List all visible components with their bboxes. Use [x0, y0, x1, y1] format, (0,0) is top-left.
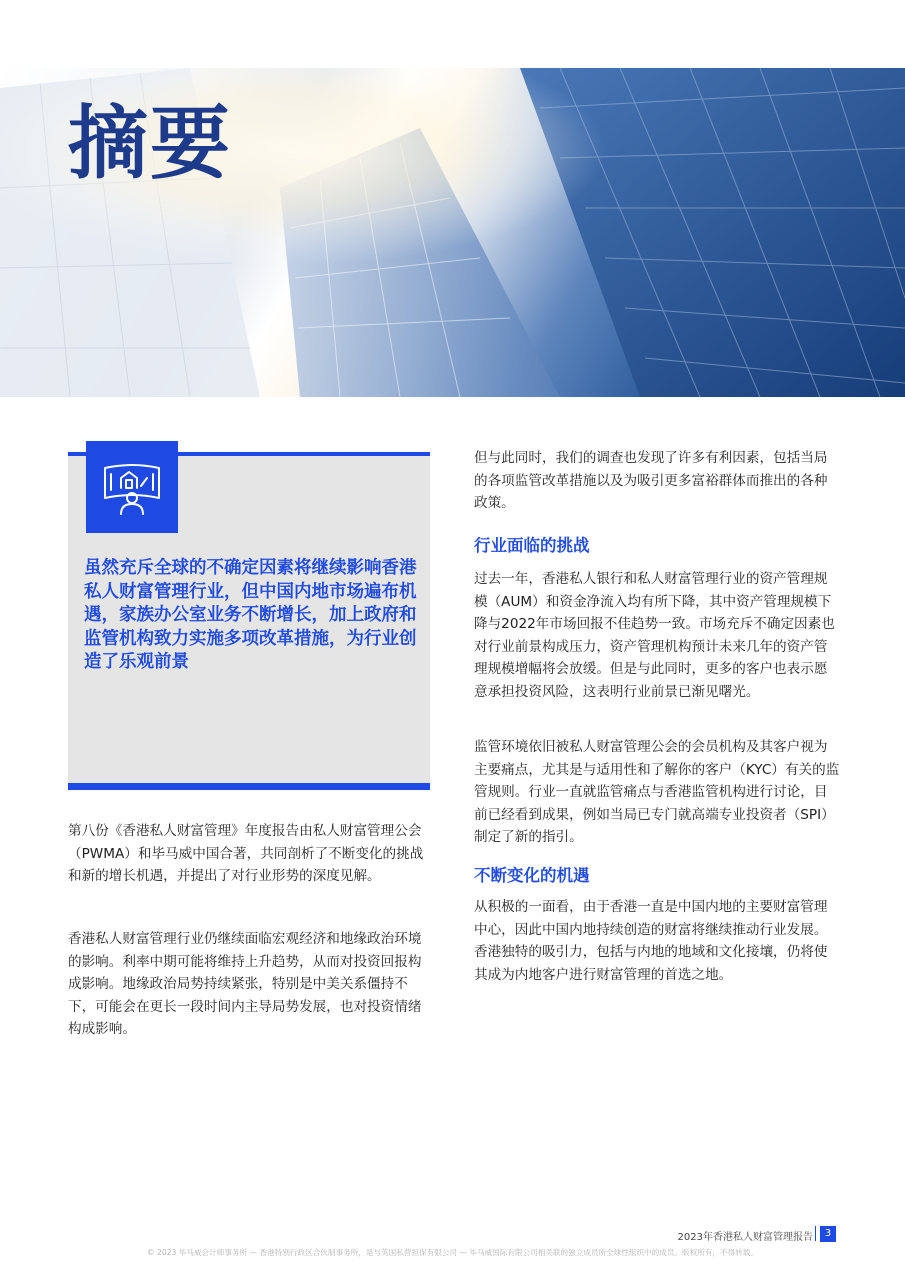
macro-paragraph: 香港私人财富管理行业仍继续面临宏观经济和地缘政治环境的影响。利率中期可能将维持上升趋势，从而对投资回报构成影响。地缘政治局势持续紧张，特别是中美关系僵持不下，可能会在更长一段时间内主导局势发展，也对投资情绪构成影响。: [68, 931, 422, 1037]
section-heading-challenges: 行业面临的挑战: [474, 536, 590, 555]
page-number: 3: [820, 1226, 836, 1242]
callout-text: 虽然充斥全球的不确定因素将继续影响香港私人财富管理行业，但中国内地市场遍布机遇，家族办公室业务不断增长，加上政府和监管机构致力实施多项改革措施，为行业创造了乐观前景: [84, 558, 417, 672]
challenges-paragraph: 过去一年，香港私人银行和私人财富管理行业的资产管理规模（AUM）和资金净流入均有所下降，其中资产管理规模下降与2022年市场回报不佳趋势一致。市场充斥不确定因素也对行业前景构成压力，资产管理机构预计未来几年的资产管理规模增幅将会放缓。但是与此同时，更多的客户也表示愿意承担投资风险，这表明行业前景已渐见曙光。: [474, 571, 835, 700]
page-title: 摘要: [68, 97, 232, 190]
intro-paragraph: 第八份《香港私人财富管理》年度报告由私人财富管理公会（PWMA）和毕马威中国合著，共同剖析了不断变化的挑战和新的增长机遇，并提出了对行业形势的深度见解。: [68, 823, 424, 884]
hero-banner: [0, 68, 905, 397]
footer-divider: [815, 1226, 816, 1241]
footer-report-title: 2023年香港私人财富管理报告: [677, 1232, 813, 1243]
footer-copyright: © 2023 毕马威会计师事务所 — 香港特别行政区合伙制事务所，是与英国私营担保有限公司 — 毕马威国际有限公司相关联的独立成员所全球性组织中的成员。版权所有，不得转载。: [147, 1248, 758, 1257]
callout-icon-tile: [86, 441, 178, 533]
regulation-paragraph: 监管环境依旧被私人财富管理公会的会员机构及其客户视为主要痛点，尤其是与适用性和了解你的客户（KYC）有关的监管规则。行业一直就监管痛点与香港监管机构进行讨论，目前已经看到成果，例如当局已专门就高端专业投资者（SPI）制定了新的指引。: [474, 739, 840, 845]
opportunities-paragraph: 从积极的一面看，由于香港一直是中国内地的主要财富管理中心，因此中国内地持续创造的财富将继续推动行业发展。香港独特的吸引力，包括与内地的地域和文化接壤，仍将使其成为内地客户进行财富管理的首选之地。: [474, 899, 828, 983]
favorable-factors-paragraph: 但与此同时，我们的调查也发现了许多有利因素，包括当局的各项监管改革措施以及为吸引更多富裕群体而推出的各种政策。: [474, 450, 828, 511]
family-office-icon: [99, 454, 165, 520]
section-heading-opportunities: 不断变化的机遇: [474, 866, 590, 885]
